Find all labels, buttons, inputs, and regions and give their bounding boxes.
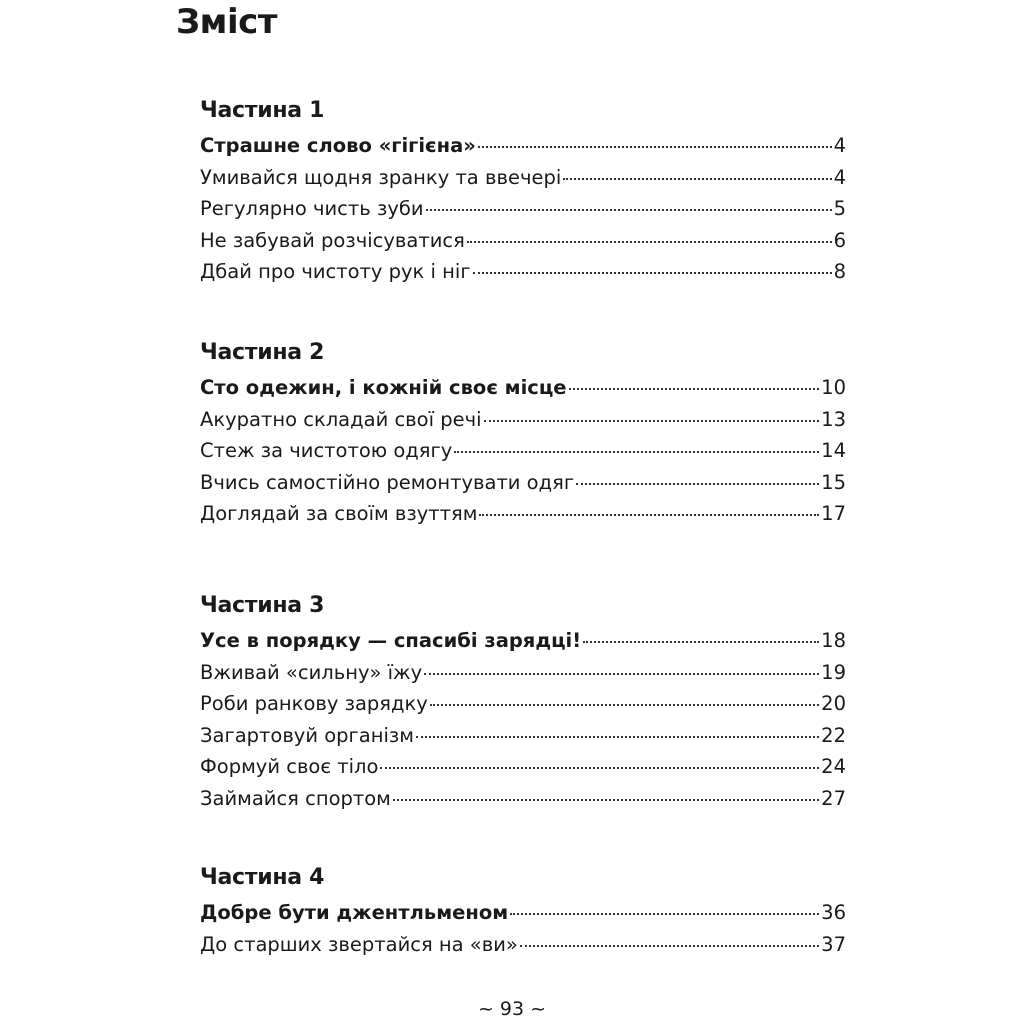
dot-leader bbox=[454, 451, 819, 453]
toc-entry[interactable] bbox=[200, 720, 846, 752]
dot-leader bbox=[520, 945, 819, 947]
part-heading: Частина 1 bbox=[200, 98, 325, 123]
entry-page-number: 13 bbox=[821, 407, 846, 431]
entry-page-number: 5 bbox=[833, 197, 846, 220]
dot-leader bbox=[484, 420, 820, 422]
part-heading: Частина 3 bbox=[200, 593, 325, 618]
toc-entry[interactable] bbox=[200, 688, 846, 720]
entry-page-number: 22 bbox=[821, 723, 846, 747]
toc-entry[interactable] bbox=[200, 657, 846, 689]
toc-entry[interactable] bbox=[200, 897, 846, 929]
entry-page-number: 24 bbox=[821, 755, 846, 778]
entry-page-number: 18 bbox=[821, 629, 846, 652]
toc-entry[interactable] bbox=[200, 404, 846, 436]
dot-leader bbox=[563, 178, 831, 180]
toc-part-3 bbox=[200, 591, 846, 814]
dot-leader bbox=[467, 241, 832, 243]
toc-entry[interactable] bbox=[200, 751, 846, 783]
entry-page-number: 8 bbox=[833, 260, 846, 283]
dot-leader bbox=[569, 388, 820, 390]
dot-leader bbox=[380, 767, 819, 769]
dot-leader bbox=[478, 146, 832, 148]
toc-entry[interactable] bbox=[200, 467, 846, 499]
entry-page-number: 15 bbox=[821, 470, 846, 494]
entry-title: Займайся спортом bbox=[200, 786, 391, 810]
toc-entry[interactable] bbox=[200, 929, 846, 961]
toc-part-1 bbox=[200, 96, 846, 288]
entry-page-number: 6 bbox=[833, 228, 846, 252]
entry-title: До старших звертайся на «ви» bbox=[200, 932, 518, 956]
entry-title: Сто одежин, і кожній своє місце bbox=[200, 376, 567, 399]
entry-title: Вчись самостійно ремонтувати одяг bbox=[200, 470, 575, 494]
toc-entry[interactable] bbox=[200, 625, 846, 657]
dot-leader bbox=[430, 704, 819, 706]
toc-part-2 bbox=[200, 338, 846, 530]
entry-title: Добре бути джентльменом bbox=[200, 901, 509, 924]
entry-page-number: 17 bbox=[821, 502, 846, 525]
toc-entry[interactable] bbox=[200, 225, 846, 257]
toc-entry[interactable] bbox=[200, 498, 846, 530]
entry-page-number: 10 bbox=[821, 376, 846, 399]
entry-title: Страшне слово «гігієна» bbox=[200, 134, 476, 157]
toc-entry[interactable] bbox=[200, 193, 846, 225]
entry-title: Акуратно складай свої речі bbox=[200, 407, 482, 431]
part-heading: Частина 2 bbox=[200, 340, 325, 365]
entry-title: Формуй своє тіло bbox=[200, 755, 379, 778]
entry-page-number: 27 bbox=[821, 786, 846, 810]
toc-part-4 bbox=[200, 863, 846, 960]
footer-page-number: ~ 93 ~ bbox=[477, 998, 547, 1020]
dot-leader bbox=[424, 673, 819, 675]
entry-page-number: 20 bbox=[821, 692, 846, 715]
entry-page-number: 37 bbox=[821, 932, 846, 956]
dot-leader bbox=[583, 641, 819, 643]
dot-leader bbox=[576, 483, 819, 485]
entry-title: Регулярно чисть зуби bbox=[200, 197, 424, 220]
entry-title: Вживай «сильну» їжу bbox=[200, 660, 423, 684]
toc-entry[interactable] bbox=[200, 256, 846, 288]
entry-title: Не забувай розчісуватися bbox=[200, 228, 465, 252]
dot-leader bbox=[479, 514, 819, 516]
toc-entry[interactable] bbox=[200, 372, 846, 404]
dot-leader bbox=[416, 736, 819, 738]
dot-leader bbox=[393, 799, 819, 801]
entry-title: Загартовуй організм bbox=[200, 723, 414, 747]
entry-title: Дбай про чистоту рук і ніг bbox=[200, 260, 471, 283]
dot-leader bbox=[426, 209, 832, 211]
toc-entry[interactable] bbox=[200, 162, 846, 194]
entry-title: Роби ранкову зарядку bbox=[200, 692, 428, 715]
entry-page-number: 36 bbox=[821, 901, 846, 924]
entry-page-number: 14 bbox=[821, 439, 846, 462]
entry-page-number: 4 bbox=[833, 165, 846, 189]
entry-title: Доглядай за своїм взуттям bbox=[200, 502, 478, 525]
dot-leader bbox=[473, 272, 832, 274]
dot-leader bbox=[510, 913, 819, 915]
part-heading: Частина 4 bbox=[200, 865, 325, 890]
entry-title: Стеж за чистотою одягу bbox=[200, 439, 453, 462]
entry-page-number: 19 bbox=[821, 660, 846, 684]
page-title: Зміст bbox=[176, 2, 277, 42]
toc-entry[interactable] bbox=[200, 435, 846, 467]
entry-title: Усе в порядку — спасибі зарядці! bbox=[200, 629, 582, 652]
toc-entry[interactable] bbox=[200, 130, 846, 162]
toc-entry[interactable] bbox=[200, 783, 846, 815]
entry-page-number: 4 bbox=[833, 134, 846, 157]
entry-title: Умивайся щодня зранку та ввечері bbox=[200, 165, 562, 189]
